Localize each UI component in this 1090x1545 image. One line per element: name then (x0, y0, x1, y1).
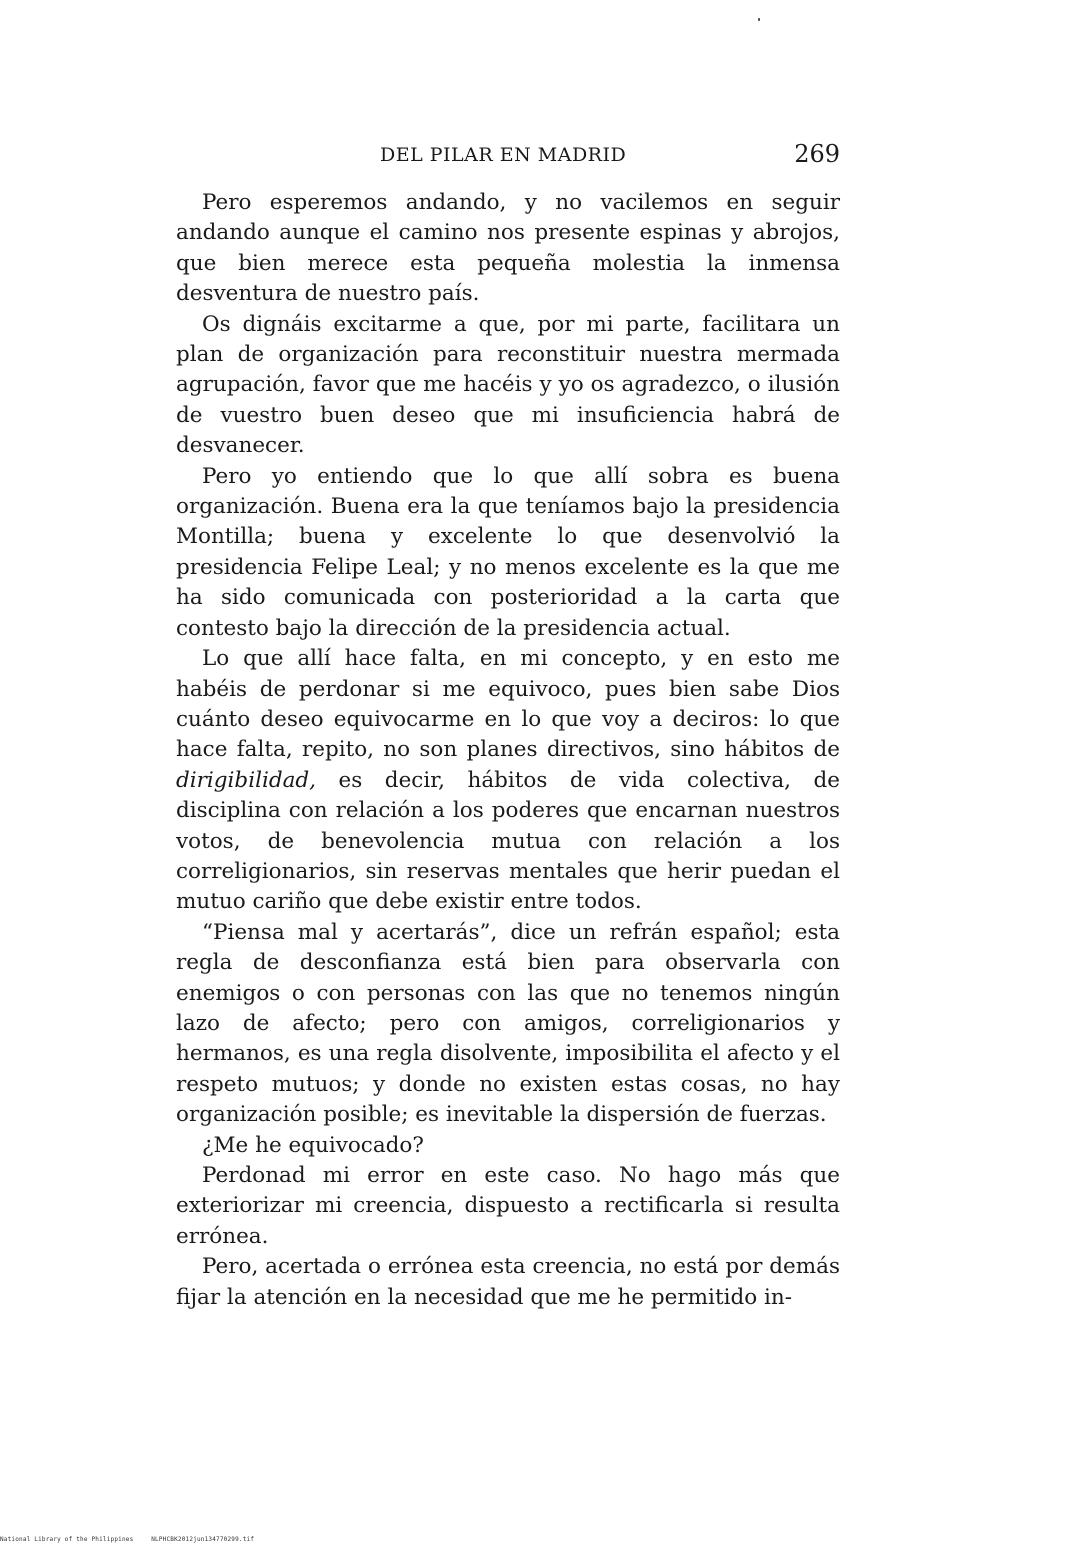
scan-footer (0, 1536, 254, 1543)
paragraph: ¿Me he equivocado? (202, 1132, 424, 1158)
italic-term: dirigibilidad, (176, 767, 317, 793)
paragraph (176, 644, 840, 918)
scan-speck (758, 18, 760, 21)
scan-id: NLPHCBK2012jun134770299.tif (151, 1536, 255, 1543)
running-title: DEL PILAR EN MADRID (380, 144, 627, 166)
paragraph-text: Lo que allí hace falta, en mi concepto, y en esto me habéis de perdonar si me equivoco, pues bien sabe Dios cuánto deseo equivocarme en lo que voy a deciros: lo que hace falta, repito, no son planes directivos, sino hábitos de (176, 646, 840, 763)
library-stamp: National Library of the Philippines (0, 1536, 134, 1543)
paragraph: Pero yo entiendo que lo que allí sobra es buena organización. Buena era la que teníamos bajo la presidencia Montilla; buena y excelente lo que desenvolvió la presidencia Felipe Leal; y no menos excelente es la que me ha sido comunicada con posterioridad a la carta que contesto bajo la dirección de la presidencia actual. (176, 463, 840, 641)
paragraph-text: es decir, hábitos de vida colectiva, de disciplina con relación a los poderes que encarnan nuestros votos, de benevolencia mutua con relación a los correligionarios, sin reservas mentales que herir puedan el mutuo cariño que debe existir entre todos. (176, 767, 840, 915)
paragraph: Os dignáis excitarme a que, por mi parte, facilitara un plan de organización para reconstituir nuestra mermada agrupación, favor que me hacéis y yo os agradezco, o ilusión de vuestro buen deseo que mi insuficiencia habrá de desvanecer. (176, 311, 840, 459)
paragraph: “Piensa mal y acertarás”, dice un refrán español; esta regla de desconfianza está bien para observarla con enemigos o con personas con las que no tenemos ningún lazo de afecto; pero con amigos, correligionarios y hermanos, es una regla disolvente, imposibilita el afecto y el respeto mutuos; y donde no existen estas cosas, no hay organización posible; es inevitable la dispersión de fuerzas. (176, 919, 840, 1128)
paragraph: Pero esperemos andando, y no vacilemos en seguir andando aunque el camino nos presente espinas y abrojos, que bien merece esta pequeña molestia la inmensa desventura de nuestro país. (176, 190, 840, 307)
page-number: 269 (794, 140, 840, 168)
body-text (176, 188, 840, 1313)
paragraph: Perdonad mi error en este caso. No hago más que exteriorizar mi creencia, dispuesto a rectificarla si resulta errónea. (176, 1163, 840, 1249)
paragraph: Pero, acertada o errónea esta creencia, no está por demás fijar la atención en la necesidad que me he permitido in- (176, 1254, 840, 1310)
running-head (176, 142, 840, 174)
